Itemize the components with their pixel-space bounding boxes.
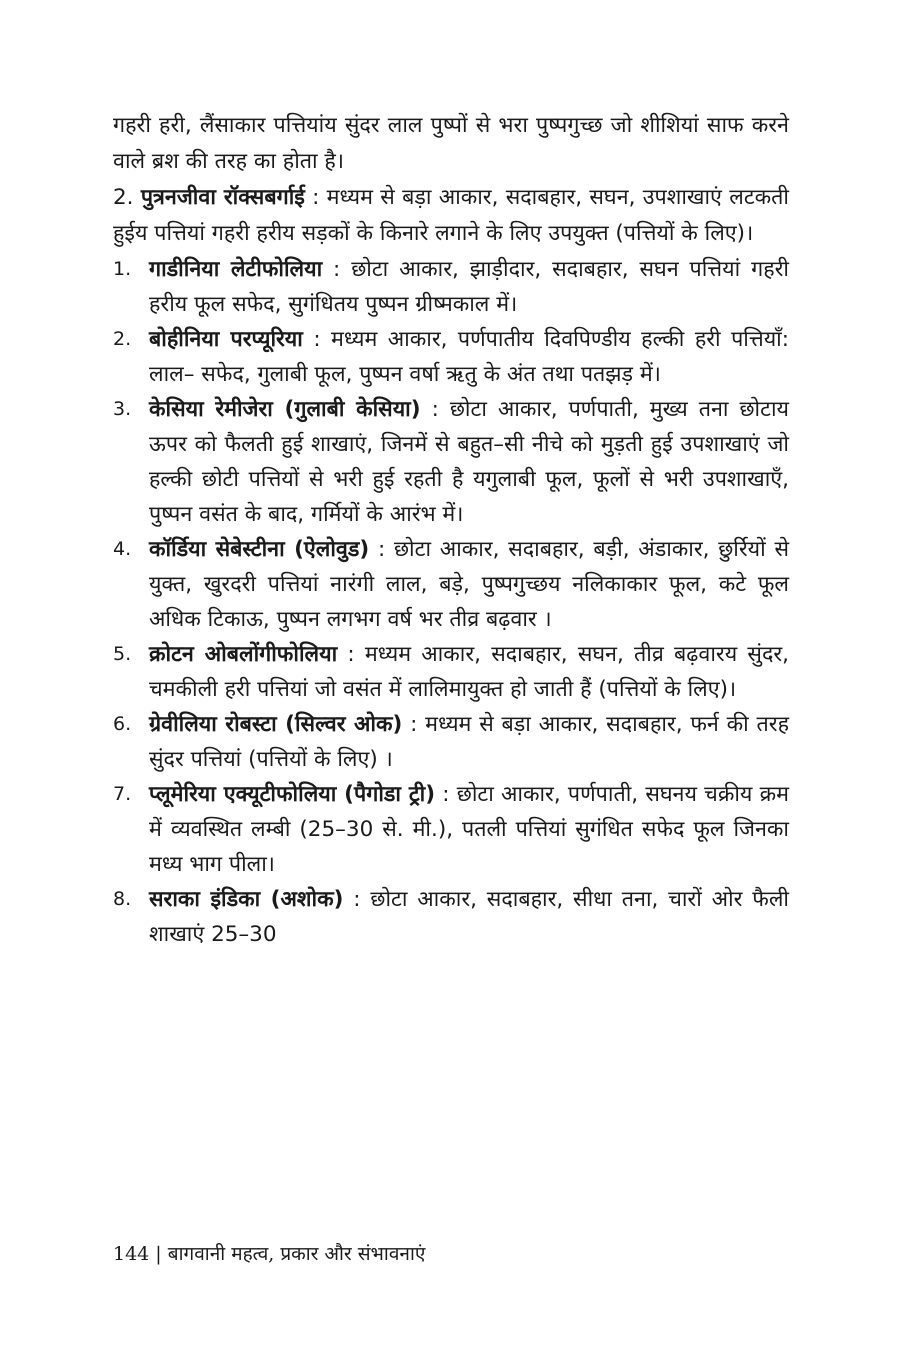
- intro-paragraph: गहरी हरी, लैंसाकार पत्तियांय सुंदर लाल पुष्पों से भरा पुष्पगुच्छ जो शीशियां साफ करने वाले ब्रश की तरह का होता है।: [113, 113, 789, 174]
- list-item-index: 8.: [113, 888, 132, 910]
- list-item: [113, 882, 789, 952]
- list-item-text: : मध्यम से बड़ा आकार, सदाबहार, फर्न की तरह सुंदर पत्तियां (पत्तियों के लिए) ।: [149, 712, 790, 772]
- plant-list: [113, 252, 789, 952]
- list-item-term: केसिया रेमीजेरा (गुलाबी केसिया): [149, 397, 421, 422]
- list-item: [113, 707, 789, 777]
- list-item-term: क्रोटन ओबलोंगीफोलिया: [149, 642, 338, 667]
- section-2-paragraph: [113, 180, 789, 252]
- list-item-term: प्लूमेरिया एक्यूटीफोलिया (पैगोडा ट्री): [149, 782, 436, 807]
- list-item-text: : छोटा आकार, सदाबहार, सीधा तना, चारों ओर फैली शाखाएं 25–30: [149, 887, 789, 947]
- list-item-index: 1.: [113, 258, 132, 280]
- list-item-text: : छोटा आकार, पर्णपाती, सघनय चक्रीय क्रम में व्यवस्थित लम्बी (25–30 से. मी.), पतली पत्तियां सुगंधित सफेद फूल जिनका मध्य भाग पीला।: [149, 782, 789, 877]
- list-item: [113, 392, 789, 532]
- list-item-text: : मध्यम आकार, सदाबहार, सघन, तीव्र बढ़वारय सुंदर, चमकीली हरी पत्तियां जो वसंत में लालिमायुक्त हो जाती हैं (पत्तियों के लिए)।: [149, 642, 789, 702]
- list-item-term: बोहीनिया परप्यूरिया: [149, 327, 303, 352]
- list-item-term: सराका इंडिका (अशोक): [149, 887, 344, 912]
- list-item: [113, 532, 789, 637]
- list-item-term: गाडीनिया लेटीफोलिया: [149, 257, 323, 282]
- list-item-index: 6.: [113, 713, 132, 735]
- list-item: [113, 637, 789, 707]
- section-2-term: पुत्रनजीवा रॉक्सबर्गाई: [140, 185, 305, 210]
- section-2-text: : मध्यम से बड़ा आकार, सदाबहार, सघन, उपशाखाएं लटकती हुईय पत्तियां गहरी हरीय सड़कों के किनारे लगाने के लिए उपयुक्त (पत्तियों के लिए)।: [113, 185, 789, 246]
- list-item-index: 2.: [113, 328, 132, 350]
- page-footer: 144 | बागवानी महत्व, प्रकार और संभावनाएं: [113, 1243, 426, 1265]
- page-body: [113, 108, 789, 952]
- list-item-term: कॉर्डिया सेबेस्टीना (ऐलोवुड): [149, 537, 370, 562]
- section-2-number: 2.: [113, 185, 134, 210]
- list-item-term: ग्रेवीलिया रोबस्टा (सिल्वर ओक): [149, 712, 403, 737]
- list-item-text: : छोटा आकार, झाड़ीदार, सदाबहार, सघन पत्तियां गहरी हरीय फूल सफेद, सुगंधितय पुष्पन ग्रीष्मकाल में।: [149, 257, 789, 317]
- list-item: [113, 777, 789, 882]
- list-item-text: : छोटा आकार, पर्णपाती, मुख्य तना छोटाय ऊपर को फैलती हुई शाखाएं, जिनमें से बहुत–सी नीचे को मुड़ती हुई उपशाखाएं जो हल्की छोटी पत्तियों से भरी हुई रहती है यगुलाबी फूल, फूलों से भरी उपशाखाएँ, पुष्पन वसंत के बाद, गर्मियों के आरंभ में।: [149, 397, 789, 527]
- list-item-index: 3.: [113, 398, 132, 420]
- list-item-index: 4.: [113, 538, 132, 560]
- list-item-text: : छोटा आकार, सदाबहार, बड़ी, अंडाकार, छुर्रियों से युक्त, खुरदरी पत्तियां नारंगी लाल, बड़े, पुष्पगुच्छय नलिकाकार फूल, कटे फूल अधिक टिकाऊ, पुष्पन लगभग वर्ष भर तीव्र बढ़वार ।: [149, 537, 789, 632]
- list-item-index: 7.: [113, 783, 132, 805]
- list-item: [113, 322, 789, 392]
- list-item-index: 5.: [113, 643, 132, 665]
- list-item-text: : मध्यम आकार, पर्णपातीय दिवपिण्डीय हल्की हरी पत्तियाँ: लाल– सफेद, गुलाबी फूल, पुष्पन वर्षा ऋतु के अंत तथा पतझड़ में।: [149, 327, 789, 387]
- list-item: [113, 252, 789, 322]
